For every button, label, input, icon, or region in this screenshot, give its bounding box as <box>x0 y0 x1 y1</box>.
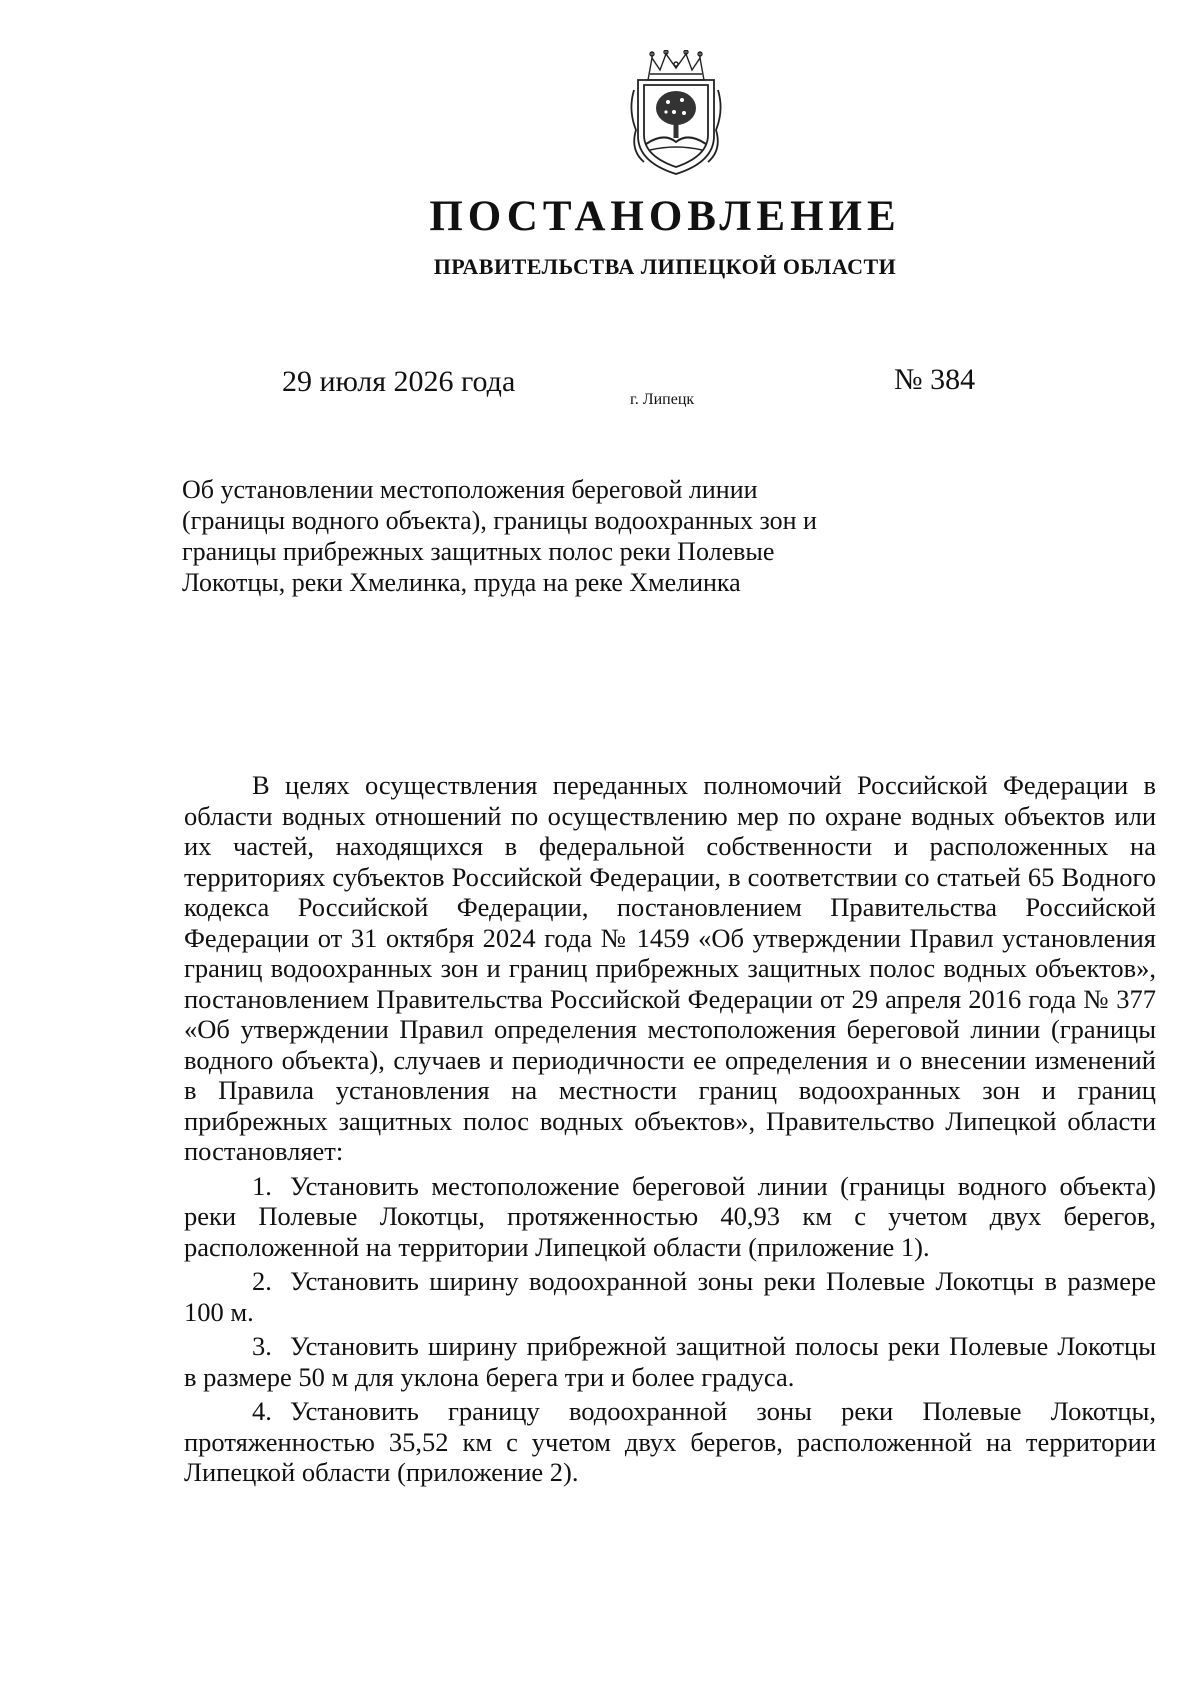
document-city: г. Липецк <box>630 391 695 408</box>
document-body <box>184 770 1156 1488</box>
item-number: 3. <box>252 1331 272 1361</box>
list-item <box>184 1396 1156 1488</box>
preamble-paragraph: В целях осуществления переданных полномочий Российской Федерации в области водных отношений по осуществлению мер по охране водных объектов или их частей, находящихся в федеральной собственности и расположенных на территориях субъектов Российской Федерации, в соответствии со статьей 65 Водного кодекса Российской Федерации, постановлением Правительства Российской Федерации от 31 октября 2024 года № 1459 «Об утверждении Правил установления границ водоохранных зон и границ прибрежных защитных полос водных объектов», постановлением Правительства Российской Федерации от 29 апреля 2016 года № 377 «Об утверждении Правил определения местоположения береговой линии (границы водного объекта), случаев и периодичности ее определения и о внесении изменений в Правила установления на местности границ водоохранных зон и границ прибрежных защитных полос водных объектов», Правительство Липецкой области постановляет: <box>184 770 1156 1166</box>
issuing-organization: ПРАВИТЕЛЬСТВА ЛИПЕЦКОЙ ОБЛАСТИ <box>433 254 897 279</box>
item-number: 2. <box>252 1266 272 1296</box>
item-text: Установить местоположение береговой линии (границы водного объекта) реки Полевые Локотцы, протяженностью 40,93 км с учетом двух берегов, расположенной на территории Липецкой области (приложение 1). <box>184 1170 1156 1262</box>
item-number: 4. <box>252 1396 272 1426</box>
item-number: 1. <box>252 1170 272 1201</box>
item-text: Установить границу водоохранной зоны реки Полевые Локотцы, протяженностью 35,52 км с учетом двух берегов, расположенной на территории Липецкой области (приложение 2). <box>184 1396 1156 1487</box>
list-item <box>184 1171 1156 1263</box>
document-type-title: ПОСТАНОВЛЕНИЕ <box>429 193 901 240</box>
list-item <box>184 1331 1156 1392</box>
document-date: 29 июля 2026 года <box>282 365 516 398</box>
lipetsk-oblast-coat-of-arms-icon <box>626 50 726 176</box>
document-subject: Об установлении местоположения береговой линии (границы водного объекта), границы водоохранных зон и границы прибрежных защитных полос реки Полевые Локотцы, реки Хмелинка, пруда на реке Хмелинка <box>182 475 817 597</box>
item-text: Установить ширину прибрежной защитной полосы реки Полевые Локотцы в размере 50 м для уклона берега три и более градуса. <box>184 1331 1156 1392</box>
list-item <box>184 1266 1156 1327</box>
item-text: Установить ширину водоохранной зоны реки Полевые Локотцы в размере 100 м. <box>184 1266 1156 1327</box>
document-number: № 384 <box>894 363 976 396</box>
